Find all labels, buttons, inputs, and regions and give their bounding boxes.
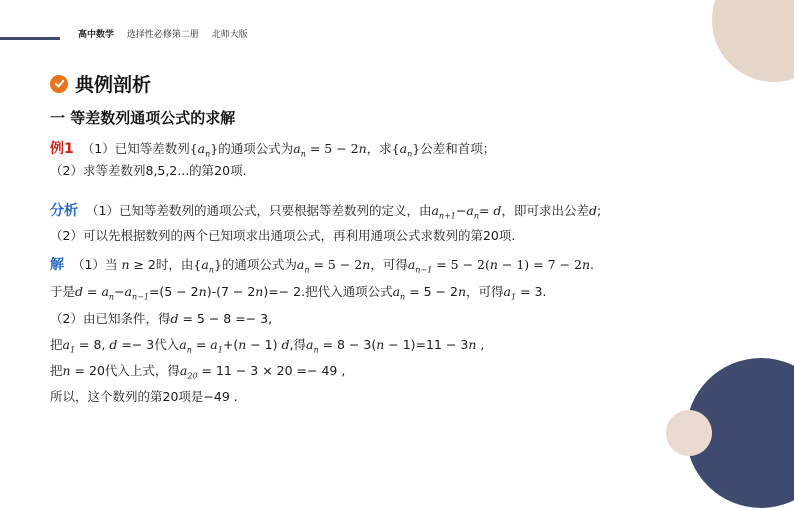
header-subject: 高中数学 xyxy=(78,30,115,40)
analysis-label: 分析 xyxy=(50,203,78,219)
header-book: 选择性必修第二册 xyxy=(126,30,199,40)
solution-text-1: （1）当 n ≥ 2时，由$\{a_n\}$的通项公式为$a_n = 5 - 2n$，可得$a_{n-1} = 5 - 2(n - 1) = 7 - 2n$. xyxy=(72,257,594,275)
example-part2: （2）求等差数列8,5,2...的第20项. xyxy=(50,163,247,178)
example-label: 例1 xyxy=(50,141,74,157)
topic-title: 一 等差数列通项公式的求解 xyxy=(50,109,236,127)
header-edition: 北师大版 xyxy=(211,30,248,40)
page-header xyxy=(78,27,248,40)
analysis-text-1: （1）已知等差数列的通项公式，只要根据等差数列的定义，由$a_{n+1}-a_n= d$，即可求出公差d; xyxy=(86,203,602,221)
example-part1: （1）已知等差数列$\{a_n\}$的通项公式为$a_n = 5 - 2n$，求$\{a_n\}$公差和首项； xyxy=(81,141,496,159)
solution-line-1 xyxy=(50,254,594,275)
solution-line-2: 于是$d = a_n-a_{n-1}=(5 - 2n)-(7 - 2n)=- 2$.把代入通项公式$a_n = 5 - 2n$，可得$a_1 = 3$. xyxy=(50,284,547,302)
check-icon xyxy=(50,75,68,93)
section-title: 典例剖析 xyxy=(75,74,152,96)
section-heading xyxy=(50,70,151,97)
header-accent-line xyxy=(0,37,60,40)
decor-circle-blush xyxy=(666,410,712,456)
analysis-line-1 xyxy=(50,200,601,221)
solution-line-4: 把$a_1 = 8$, d =− 3代入$a_n = a_1+(n - 1)$ d,得$a_n = 8 - 3(n - 1)=11 - 3n$ , xyxy=(50,337,485,355)
example-line-1 xyxy=(50,138,495,159)
solution-line-5: 把n = 20代入上式，得$a_{20} = 11 - 3 \times 20 =- 49$ , xyxy=(50,363,346,381)
analysis-line-2: （2）可以先根据数列的两个已知项求出通项公式，再利用通项公式求数列的第20项. xyxy=(50,228,516,243)
solution-line-3: （2）由已知条件，得d = 5 − 8 =− 3, xyxy=(50,311,273,326)
solution-line-6: 所以，这个数列的第20项是−49 . xyxy=(50,389,238,404)
solution-label: 解 xyxy=(50,257,64,273)
decor-circle-tan xyxy=(712,0,794,82)
